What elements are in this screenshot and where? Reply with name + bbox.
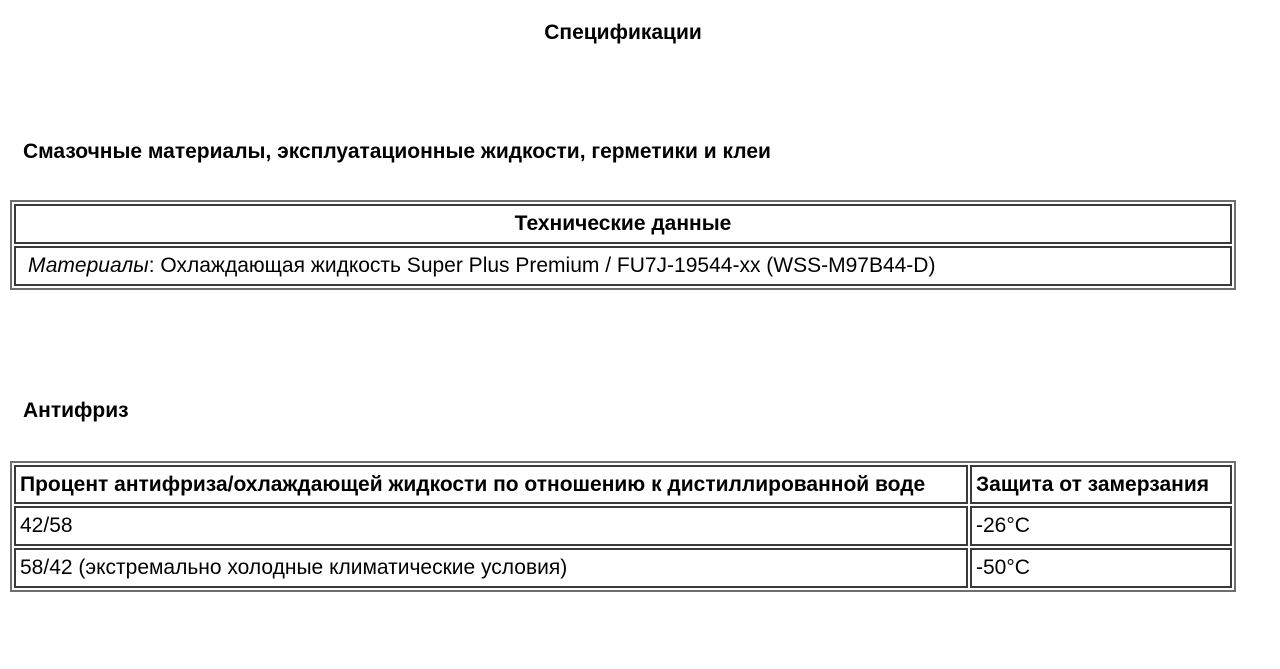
technical-data-header: Технические данные [14, 204, 1232, 244]
ratio-cell: 58/42 (экстремально холодные климатические условия) [14, 548, 968, 588]
materials-separator: : [148, 254, 161, 277]
table-row [14, 246, 1232, 286]
table-header-row [14, 204, 1232, 244]
technical-data-table [10, 200, 1236, 290]
protection-cell: -50°C [970, 548, 1232, 588]
table-row [14, 506, 1232, 546]
ratio-cell: 42/58 [14, 506, 968, 546]
table-header-row [14, 465, 1232, 504]
antifreeze-table [10, 461, 1236, 592]
page-title: Спецификации [544, 21, 702, 44]
table-row [14, 548, 1232, 588]
materials-value: Охлаждающая жидкость Super Plus Premium / FU7J-19544-xx (WSS-M97B44-D) [160, 254, 936, 277]
lubricants-section-title: Смазочные материалы, эксплуатационные жидкости, герметики и клеи [23, 140, 771, 163]
protection-cell: -26°C [970, 506, 1232, 546]
antifreeze-section-title: Антифриз [23, 399, 129, 422]
materials-cell [14, 246, 1232, 286]
ratio-column-header: Процент антифриза/охлаждающей жидкости по отношению к дистиллированной воде [14, 465, 968, 504]
materials-label: Материалы [28, 254, 149, 277]
protection-column-header: Защита от замерзания [970, 465, 1232, 504]
